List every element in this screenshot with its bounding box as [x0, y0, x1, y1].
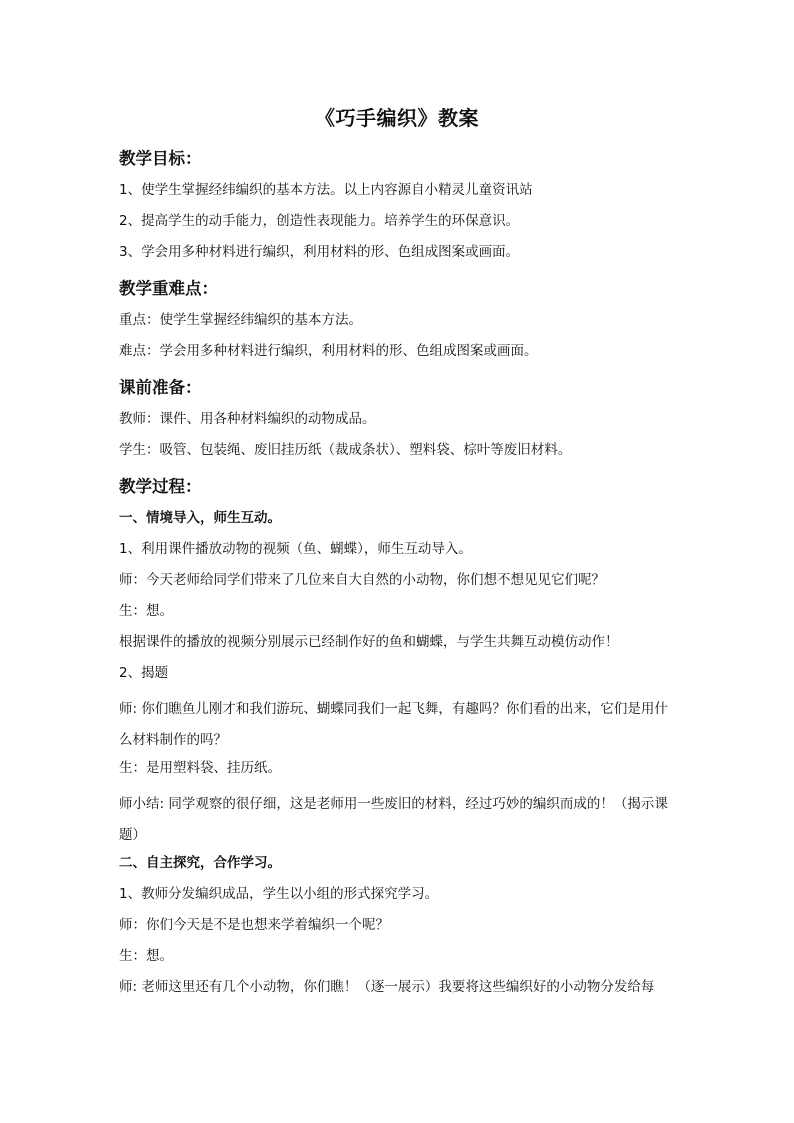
- heading-keypoints: 教学重难点：: [119, 279, 218, 298]
- preparation-student: 学生：吸管、包装绳、废旧挂历纸（裁成条状）、塑料袋、棕叶等废旧材料。: [119, 442, 572, 458]
- process-part2-line-4: 师: 老师这里还有几个小动物，你们瞧！（逐一展示）我要将这些编织好的小动物分发给每: [119, 979, 655, 995]
- heading-goals: 教学目标：: [119, 149, 202, 168]
- document-body: [119, 146, 679, 1008]
- keypoint-item-2: 难点：学会用多种材料进行编织，利用材料的形、色组成图案或画面。: [119, 343, 538, 359]
- goal-item-2: 2、提高学生的动手能力，创造性表现能力。培养学生的环保意识。: [119, 213, 520, 229]
- process-part1-title: 一、情境导入，师生互动。: [119, 510, 281, 526]
- goal-item-1: 1、使学生掌握经纬编织的基本方法。以上内容源自小精灵儿童资讯站: [119, 182, 533, 198]
- process-part2-line-2: 师：你们今天是不是也想来学着编织一个呢？: [119, 917, 389, 933]
- process-part2-line-1: 1、教师分发编织成品，学生以小组的形式探究学习。: [119, 886, 439, 902]
- process-part1-line-1: 1、利用课件播放动物的视频（鱼、蝴蝶），师生互动导入。: [119, 541, 472, 557]
- process-part1-line-5: 2、揭题: [119, 665, 169, 681]
- heading-preparation: 课前准备：: [119, 378, 202, 397]
- heading-process: 教学过程：: [119, 477, 202, 496]
- process-part2-line-3: 生：想。: [119, 948, 173, 964]
- process-part2-title: 二、自主探究，合作学习。: [119, 855, 281, 871]
- process-part1-line-7: 生：是用塑料袋、挂历纸。: [119, 760, 281, 776]
- goal-item-3: 3、学会用多种材料进行编织，利用材料的形、色组成图案或画面。: [119, 244, 520, 260]
- process-part1-line-4: 根据课件的播放的视频分别展示已经制作好的鱼和蝴蝶，与学生共舞互动模仿动作！: [119, 634, 619, 650]
- process-part1-line-3: 生：想。: [119, 603, 173, 619]
- process-part1-line-2: 师：今天老师给同学们带来了几位来自大自然的小动物，你们想不想见见它们呢？: [119, 572, 605, 588]
- preparation-teacher: 教师：课件、用各种材料编织的动物成品。: [119, 411, 376, 427]
- document-title: 《巧手编织》教案: [315, 106, 479, 130]
- process-part1-line-6: 师: 你们瞧鱼儿刚才和我们游玩、蝴蝶同我们一起飞舞，有趣吗？你们看的出来，它们是用什么材料制作的吗？: [119, 701, 668, 748]
- keypoint-item-1: 重点：使学生掌握经纬编织的基本方法。: [119, 312, 362, 328]
- process-part1-line-8: 师小结: 同学观察的很仔细，这是老师用一些废旧的材料，经过巧妙的编织而成的！（揭示课题）: [119, 796, 668, 843]
